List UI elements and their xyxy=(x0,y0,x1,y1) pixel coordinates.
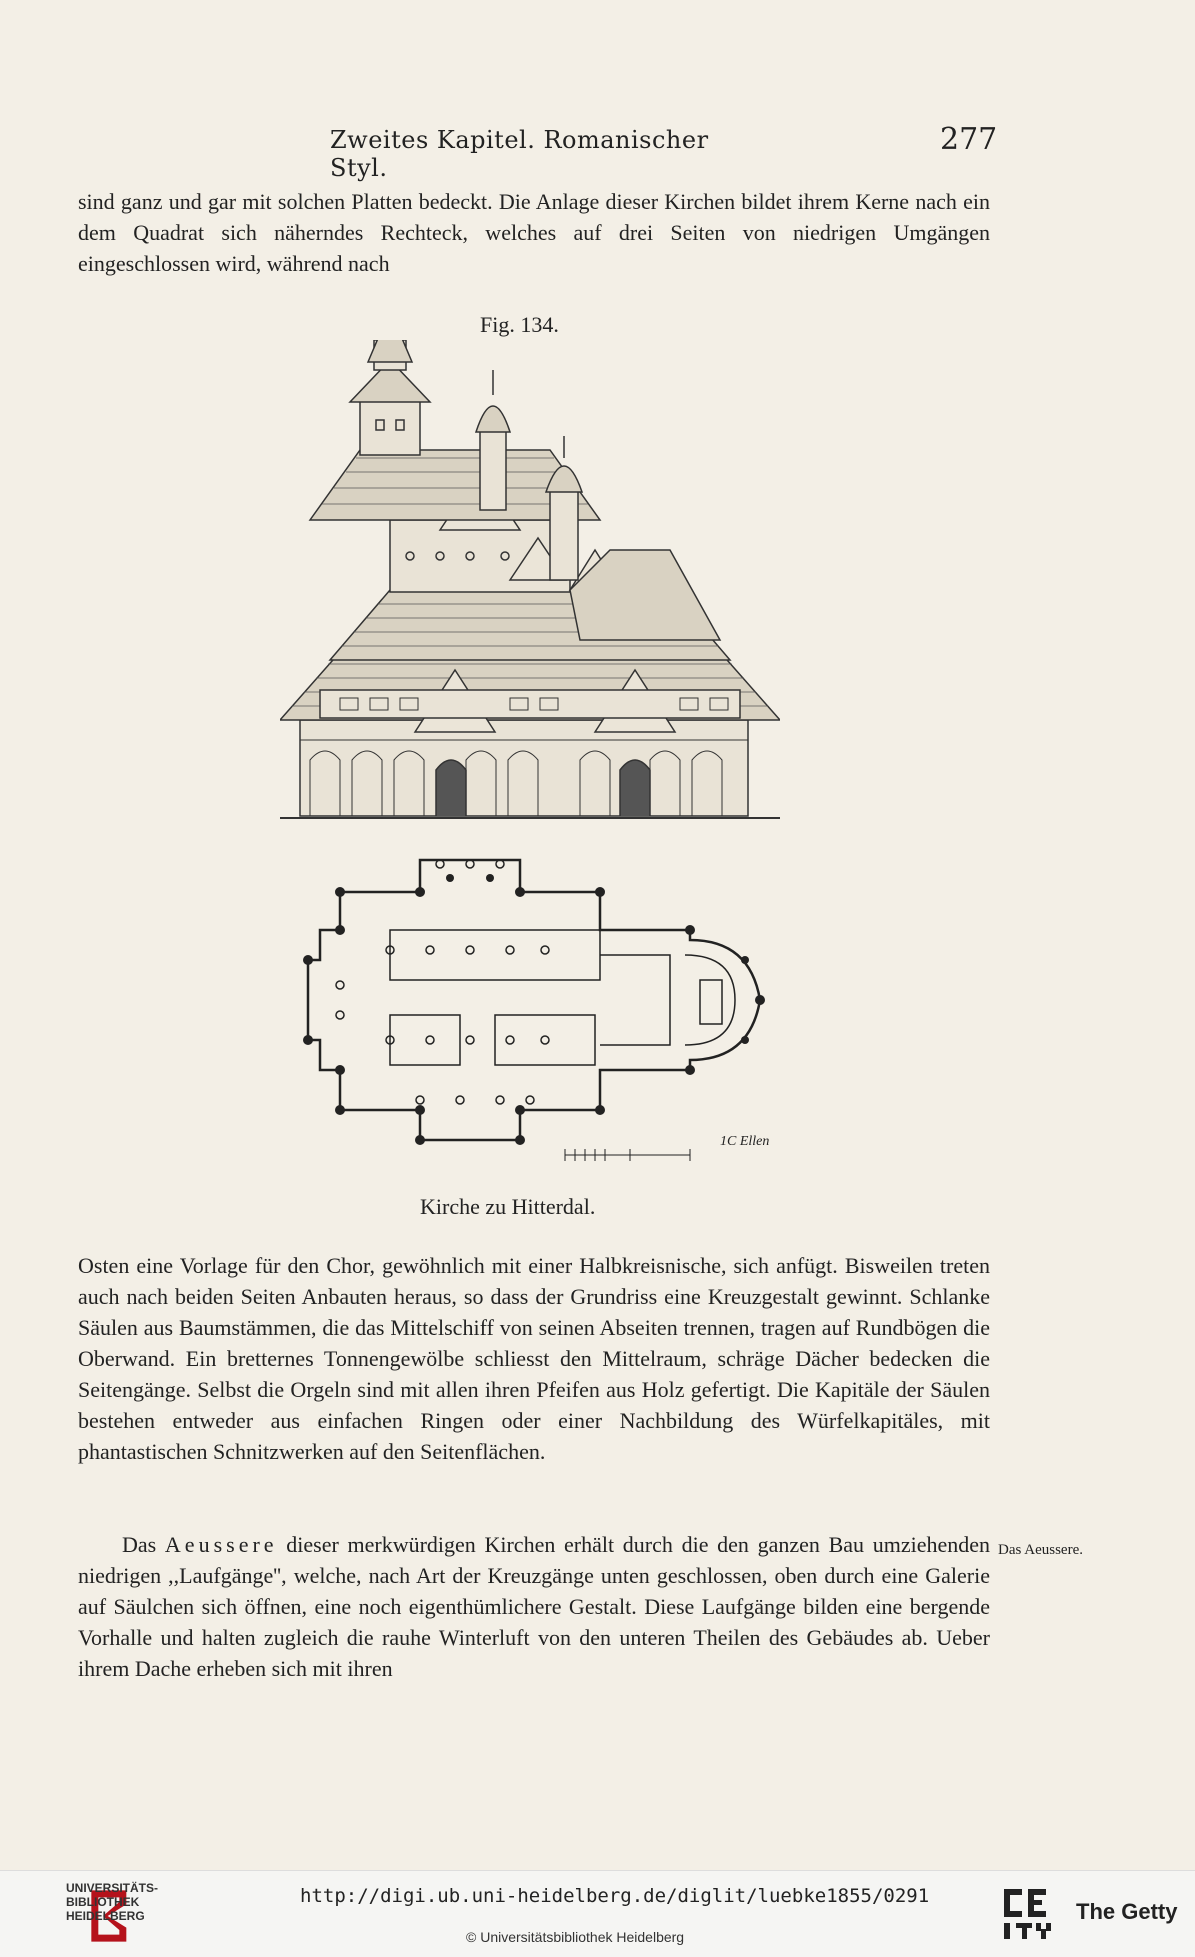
running-title: Zweites Kapitel. Romanischer Styl. xyxy=(330,126,709,182)
spaced-word: Aeussere xyxy=(164,1532,278,1557)
paragraph-top xyxy=(78,186,990,279)
church-engraving xyxy=(280,340,780,822)
scale-label: 1C Ellen xyxy=(720,1134,770,1149)
copyright-notice: © Universitätsbibliothek Heidelberg xyxy=(466,1929,685,1945)
figure-label: Fig. 134. xyxy=(480,312,559,337)
paragraph-bottom xyxy=(78,1529,990,1684)
library-name xyxy=(66,1881,158,1923)
getty-name: The Getty xyxy=(1076,1899,1178,1924)
permalink[interactable]: http://digi.ub.uni-heidelberg.de/diglit/luebke1855/0291 xyxy=(300,1885,930,1907)
figure-caption: Kirche zu Hitterdal. xyxy=(420,1194,596,1219)
getty-logo-icon xyxy=(1000,1885,1058,1941)
paragraph-bottom-lead: Das xyxy=(122,1532,157,1557)
paragraph-bottom-text xyxy=(78,1529,990,1684)
paragraph-middle xyxy=(78,1250,990,1467)
margin-note: Das Aeussere. xyxy=(998,1542,1083,1558)
library-line-3: HEIDELBERG xyxy=(66,1909,145,1923)
library-line-1: UNIVERSITÄTS- xyxy=(66,1881,159,1895)
paragraph-bottom-rest: dieser merkwürdigen Kirchen erhält durch die den ganzen Bau umziehenden niedrigen ,,Laufgänge'', welche, nach Art der Kreuzgänge unten geschlossen, oben durch eine Galerie auf Säulchen sich öffnen, eine noch eigenthümlichere Gestalt. Diese Laufgänge bilden eine bergende Vorhalle und halten zugleich die rauhe Winterluft von den unteren Theilen des Gebäudes ab. Ueber ihrem Dache erheben sich mit ihren xyxy=(78,1532,991,1681)
library-line-2: BIBLIOTHEK xyxy=(66,1895,140,1909)
page-number: 277 xyxy=(940,122,998,157)
paragraph-top-text: sind ganz und gar mit solchen Platten bedeckt. Die Anlage dieser Kirchen bildet ihrem Kerne nach ein dem Quadrat sich näherndes Rechteck, welches auf drei Seiten von niedrigen Umgängen eingeschlossen wird, während nach xyxy=(78,189,990,276)
paragraph-middle-text: Osten eine Vorlage für den Chor, gewöhnlich mit einer Halbkreisnische, sich anfügt. Bisweilen treten auch nach beiden Seiten Anbauten heraus, so dass der Grundriss eine Kreuzgestalt gewinnt. Schlanke Säulen aus Baumstämmen, die das Mittelschiff von seinen Abseiten trennen, tragen auf Rundbögen die Oberwand. Ein bretternes Tonnengewölbe schliesst den Mittelraum, schräge Dächer bedecken die Seitengänge. Selbst die Orgeln sind mit allen ihren Pfeifen aus Holz gefertigt. Die Kapitäle der Säulen bestehen entweder aus einfachen Ringen oder einer Nachbildung des Würfelkapitäles, mit phantastischen Schnitzwerken auf den Seitenflächen. xyxy=(78,1253,990,1464)
footer-bar xyxy=(0,1870,1195,1957)
ground-plan xyxy=(290,840,810,1180)
